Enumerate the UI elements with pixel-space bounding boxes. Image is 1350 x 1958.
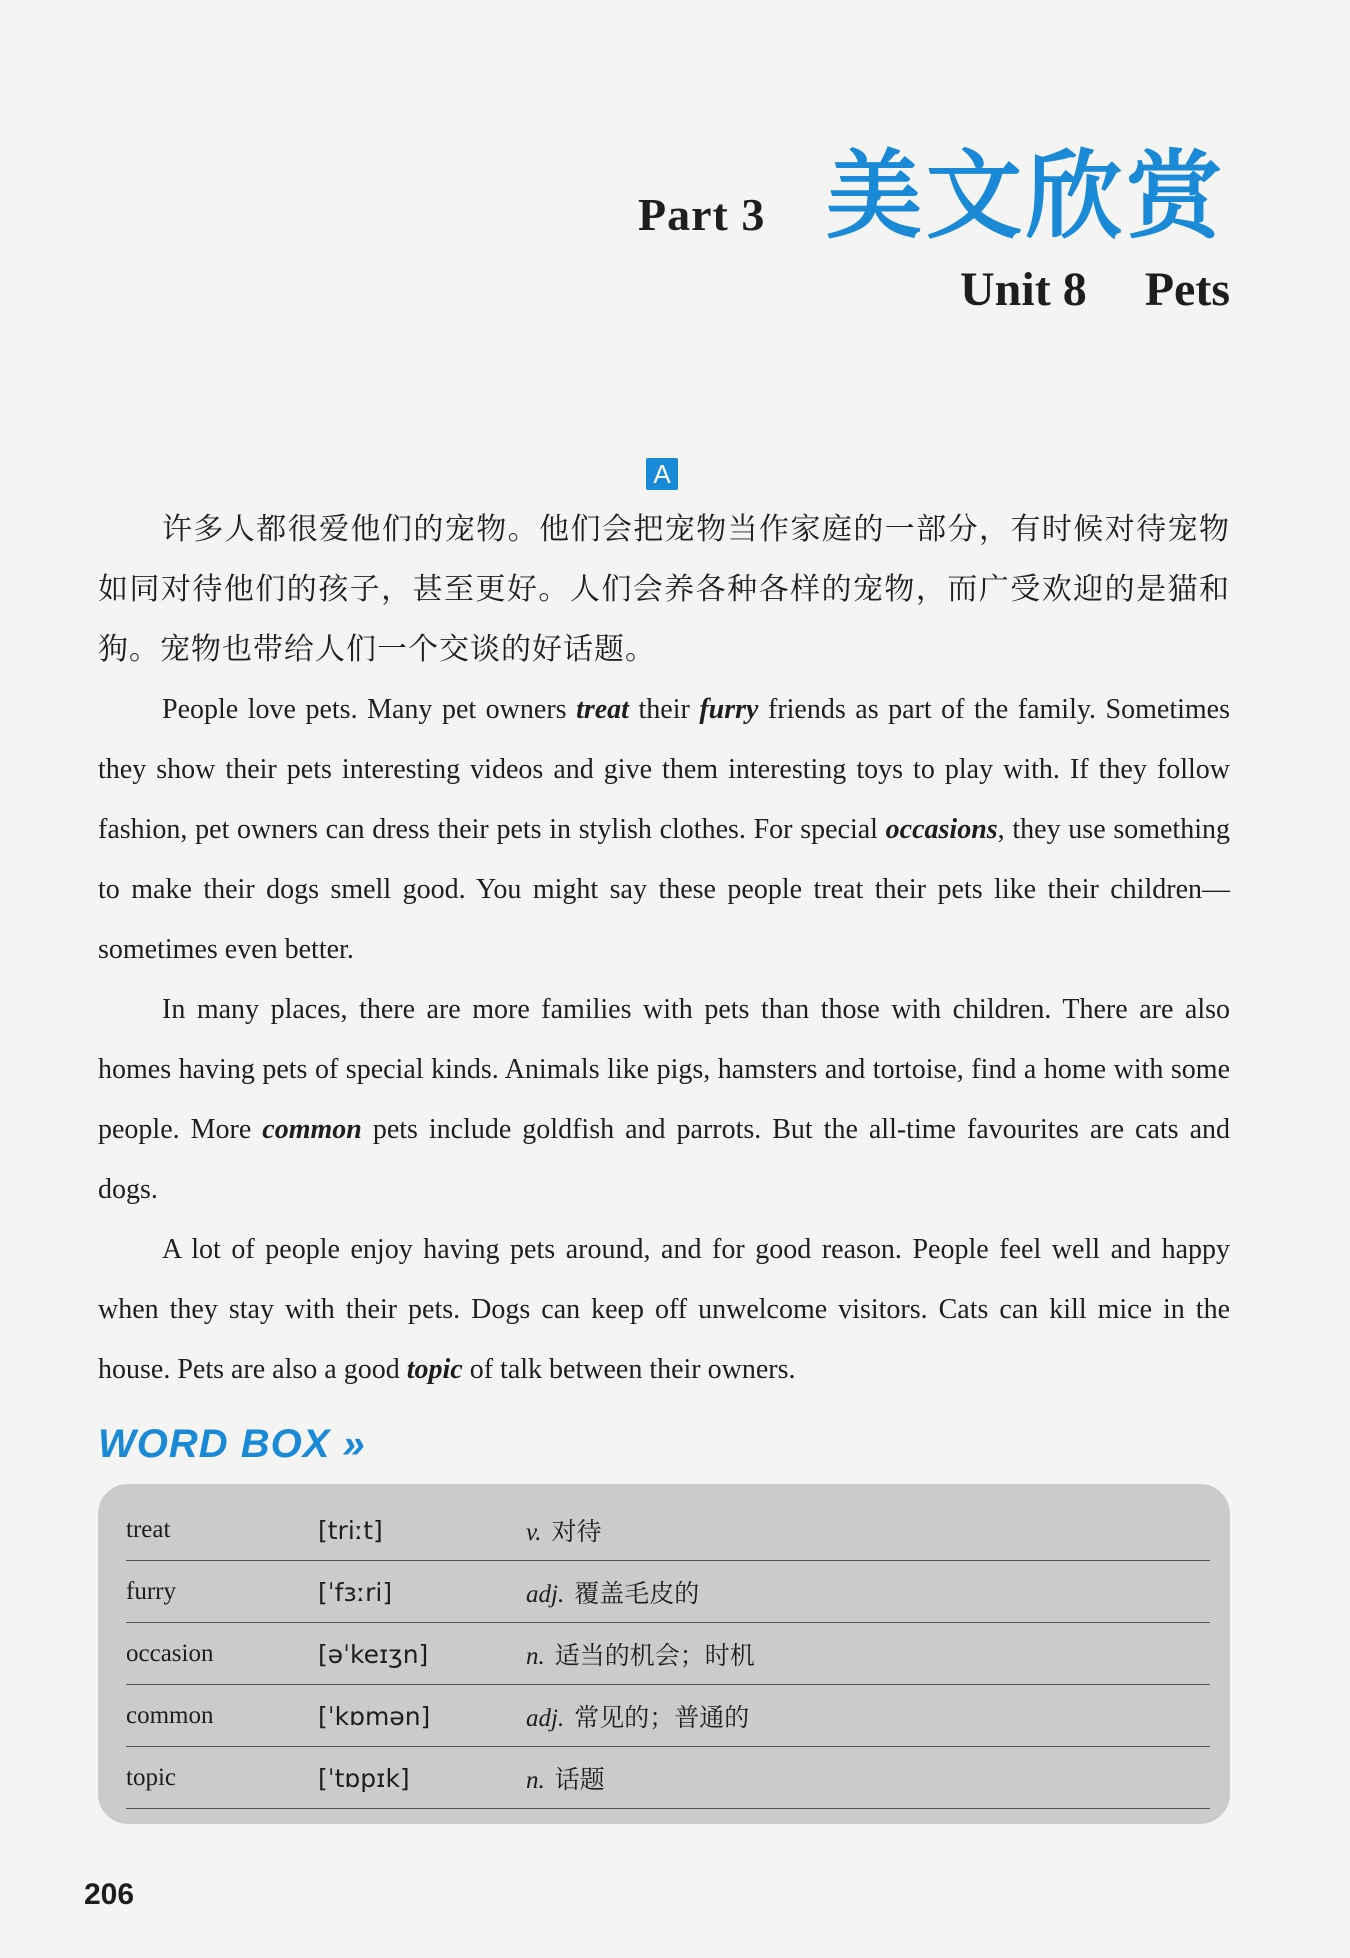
word-box-row — [126, 1500, 1210, 1561]
entry-phonetic: [triːt] — [318, 1515, 383, 1545]
text-run: In many places, there are more families with pets than those with children. There are also homes having pets of special kinds. Animals like pigs, hamsters and tortoise, find a home with some people. More — [98, 994, 1230, 1145]
keyword-furry: furry — [699, 694, 759, 725]
unit-number: Unit 8 — [960, 263, 1087, 316]
entry-phonetic: [ˈkɒmən] — [318, 1701, 431, 1731]
section-badge: A — [646, 458, 678, 490]
chinese-summary: 许多人都很爱他们的宠物。他们会把宠物当作家庭的一部分，有时候对待宠物如同对待他们的孩子，甚至更好。人们会养各种各样的宠物，而广受欢迎的是猫和狗。宠物也带给人们一个交谈的好话题。 — [98, 512, 1230, 667]
entry-word: furry — [126, 1578, 176, 1605]
paragraph-3 — [98, 1220, 1230, 1400]
word-box-table — [98, 1484, 1230, 1824]
text-run: of talk between their owners. — [462, 1354, 796, 1385]
word-box-row — [126, 1562, 1210, 1623]
entry-meaning: 适当的机会；时机 — [554, 1643, 755, 1670]
unit-topic: Pets — [1144, 263, 1230, 316]
entry-phonetic: [əˈkeɪʒn] — [318, 1639, 429, 1669]
keyword-common: common — [262, 1114, 362, 1145]
entry-definition — [526, 1574, 699, 1610]
reading-passage — [98, 500, 1230, 1400]
text-run: A lot of people enjoy having pets around, and for good reason. People feel well and happy when they stay with their pets. Dogs can keep off unwelcome visitors. Cats can kill mice in the house. Pets are also a good — [98, 1234, 1230, 1385]
page-number: 206 — [84, 1878, 135, 1911]
entry-word: occasion — [126, 1640, 214, 1667]
word-box-row — [126, 1748, 1210, 1809]
entry-meaning: 覆盖毛皮的 — [574, 1581, 700, 1608]
entry-word: common — [126, 1702, 214, 1729]
entry-part-of-speech: adj. — [526, 1705, 565, 1732]
text-run: friends as part of the family. Sometimes they show their pets interesting videos and give them interesting toys to play with. If they follow fashion, pet owners can dress their pets in stylish clothes. For special — [98, 694, 1231, 845]
part-label: Part 3 — [638, 189, 766, 240]
keyword-treat: treat — [576, 694, 629, 725]
entry-definition — [526, 1760, 605, 1796]
text-run: pets include goldfish and parrots. But the all-time favourites are cats and dogs. — [98, 1114, 1230, 1205]
word-box-row — [126, 1686, 1210, 1747]
unit-heading — [960, 262, 1230, 317]
text-run: their — [628, 694, 700, 725]
entry-meaning: 常见的；普通的 — [574, 1705, 750, 1732]
entry-part-of-speech: adj. — [526, 1581, 565, 1608]
entry-meaning: 话题 — [554, 1767, 605, 1794]
keyword-occasions: occasions — [885, 814, 998, 845]
entry-definition — [526, 1512, 602, 1548]
entry-part-of-speech: v. — [526, 1519, 542, 1546]
entry-part-of-speech: n. — [526, 1643, 545, 1670]
entry-word: treat — [126, 1516, 171, 1543]
word-box-title: WORD BOX » — [98, 1422, 366, 1466]
keyword-topic: topic — [406, 1354, 463, 1385]
text-run: People love pets. Many pet owners — [162, 694, 577, 725]
paragraph-1 — [98, 680, 1230, 980]
entry-phonetic: [ˈtɒpɪk] — [318, 1763, 410, 1793]
entry-part-of-speech: n. — [526, 1767, 545, 1794]
section-title-chinese: 美文欣赏 — [826, 140, 1226, 252]
entry-meaning: 对待 — [551, 1519, 602, 1546]
entry-word: topic — [126, 1764, 176, 1791]
entry-definition — [526, 1698, 749, 1734]
word-box-row — [126, 1624, 1210, 1685]
entry-phonetic: [ˈfɜːri] — [318, 1577, 393, 1607]
paragraph-2 — [98, 980, 1230, 1220]
text-run: , they use something to make their dogs smell good. You might say these people treat their pets like their children—sometimes even better. — [98, 814, 1230, 965]
entry-definition — [526, 1636, 755, 1672]
